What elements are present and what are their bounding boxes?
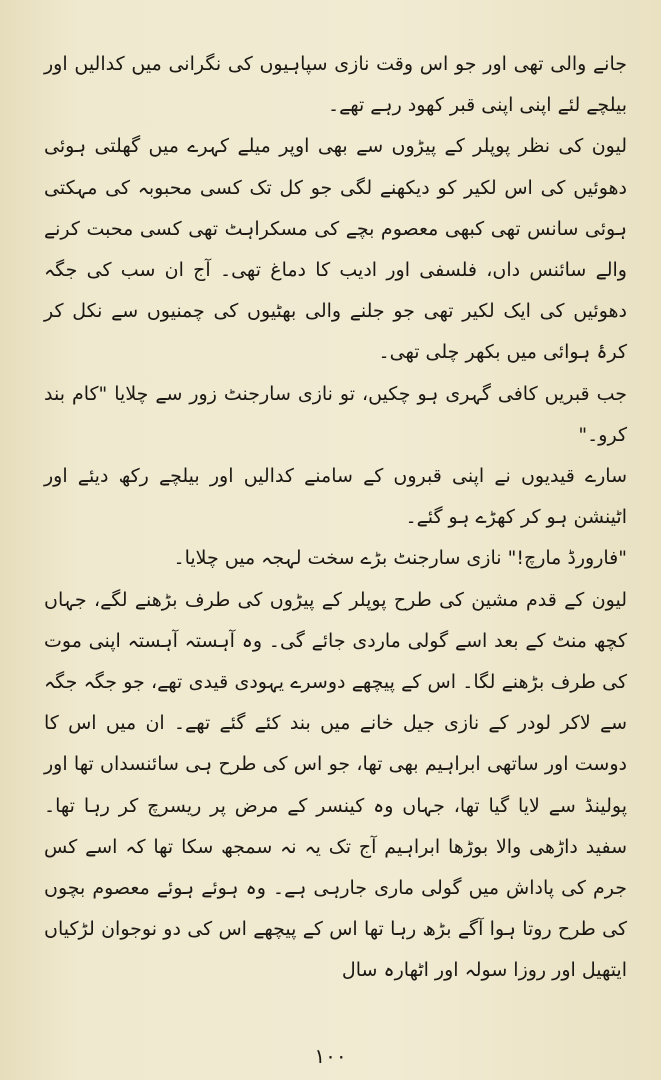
paragraph-6: لیون کے قدم مشین کی طرح پوپلر کے پیڑوں کی طرف بڑھنے لگے، جہاں کچھ منٹ کے بعد اسے گولی ماردی جائے گی۔ وہ آہستہ آہستہ اپنی موت کی طرف بڑھنے لگا۔ اس کے پیچھے دوسرے یہودی قیدی تھے، جو جگہ جگہ سے لاکر لودر کے نازی جیل خانے میں بند کئے گئے تھے۔ ان میں اس کا دوست اور ساتھی ابراہیم بھی تھا، جو اس کی طرح ہی سائنسداں تھا اور پولینڈ سے لایا گیا تھا، جہاں وہ کینسر کے مرض پر ریسرچ کر رہا تھا۔ سفید داڑھی والا بوڑھا ابراہیم آج تک یہ نہ سمجھ سکا تھا کہ اسے کس جرم کی پاداش میں گولی ماری جارہی ہے۔ وہ ہوئے ہوئے معصوم بچوں کی طرح روتا ہوا آگے بڑھ رہا تھا اس کے پیچھے اس کی دو نوجوان لڑکیاں ایتھیل اور روزا سولہ اور اٹھارہ سال (44, 588, 627, 982)
paragraph-3: جب قبریں کافی گہری ہو چکیں، تو نازی سارجنٹ زور سے چلایا "کام بند کرو۔" (44, 382, 627, 446)
paragraph-4: سارے قیدیوں نے اپنی قبروں کے سامنے کدالیں اور بیلچے رکھ دیئے اور اٹینشن ہو کر کھڑے ہو گئے۔ (44, 465, 627, 529)
page-number: ۱۰۰ (314, 1044, 347, 1068)
page-text (44, 44, 627, 992)
paragraph-5: "فارورڈ مارچ!" نازی سارجنٹ بڑے سخت لہجہ میں چلایا۔ (173, 547, 627, 570)
paragraph-2: لیون کی نظر پوپلر کے پیڑوں سے بھی اوپر میلے کہرے میں گھلتی ہوئی دھوئیں کی اس لکیر کو دیکھنے لگی جو کل تک کسی محبوبہ کی مہکتی ہوئی سانس تھی کبھی معصوم بچے کی مسکراہٹ تھی کسی محبت کرنے والے سائنس داں، فلسفی اور ادیب کا دماغ تھی۔ آج ان سب کی جگہ دھوئیں کی ایک لکیر تھی جو جلنے والی بھٹیوں کی چمنیوں سے نکل کر کرۂ ہوائی میں بکھر چلی تھی۔ (44, 135, 627, 364)
paragraph-1: جانے والی تھی اور جو اس وقت نازی سپاہیوں کی نگرانی میں کدالیں اور بیلچے لئے اپنی اپنی قبر کھود رہے تھے۔ (44, 53, 627, 117)
